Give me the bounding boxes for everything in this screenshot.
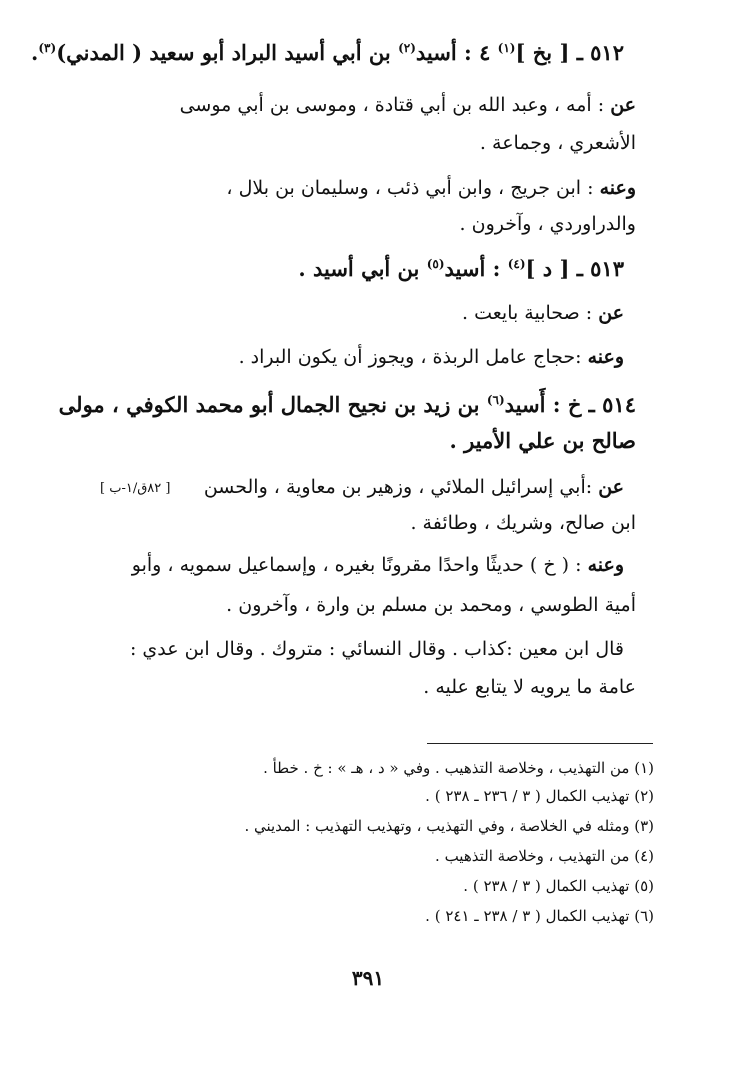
footnote: (٦) تهذيب الكمال ( ٣ / ٢٣٨ ـ ٢٤١ ) .	[425, 907, 654, 925]
body-line: وعنه : ابن جريج ، وابن أبي ذئب ، وسليمان بن بلال ،	[226, 177, 636, 199]
entry-number: ٥١٢	[590, 40, 624, 65]
body-line: عن :أبي إسرائيل الملائي ، وزهير بن معاوية ، والحسن	[203, 476, 624, 498]
page-number: ٣٩١	[351, 966, 385, 990]
entry-512-heading: ٥١٢ ـ [ بخ ]$^{(١)}$ ٤ : أسيد$^{(٢)}$ بن أبي أسيد البراد أبو سعيد ( المدني)$^{(٣)}$.	[31, 40, 624, 65]
entry-514-heading-cont: صالح بن علي الأمير .	[449, 428, 636, 453]
entry-number: ٥١٣	[590, 256, 624, 281]
body-line: ابن صالح، وشريك ، وطائفة .	[410, 512, 636, 534]
footnote: (٢) تهذيب الكمال ( ٣ / ٢٣٦ ـ ٢٣٨ ) .	[425, 787, 654, 805]
body-line: عن : أمه ، وعبد الله بن أبي قتادة ، وموسى بن أبي موسى	[179, 94, 636, 116]
body-line: عن : صحابية بايعت .	[462, 302, 624, 324]
body-line: عامة ما يرويه لا يتابع عليه .	[423, 676, 636, 698]
body-line: أمية الطوسي ، ومحمد بن مسلم بن وارة ، وآخرون .	[226, 594, 636, 616]
body-line: الأشعري ، وجماعة .	[479, 132, 636, 154]
footnote-ref: (٢)	[398, 41, 416, 55]
body-line: وعنه : ( خ ) حديثًا واحدًا مقرونًا بغيره ، وإسماعيل سمويه ، وأبو	[131, 554, 624, 576]
footnote: (٤) من التهذيب ، وخلاصة التذهيب .	[435, 847, 654, 865]
manuscript-folio-ref: [ ٨٢ق/١-ب ]	[100, 481, 171, 496]
footnote-ref: (٤)	[507, 257, 526, 271]
footnote: (٣) ومثله في الخلاصة ، وفي التهذيب ، وتهذيب التهذيب : المديني .	[244, 817, 654, 835]
footnote-ref: (٥)	[426, 257, 445, 271]
footnote: (١) من التهذيب ، وخلاصة التذهيب . وفي « د ، هـ » : خ . خطأ .	[263, 759, 654, 777]
footnote-ref: (١)	[497, 41, 516, 55]
entry-513-heading: ٥١٣ ـ [ د ]$^{(٤)}$ : أسيد$^{(٥)}$ بن أبي أسيد .	[298, 256, 624, 281]
body-line: وعنه :حجاج عامل الربذة ، ويجوز أن يكون البراد .	[238, 346, 624, 368]
entry-number: ٥١٤	[602, 392, 636, 417]
footnote: (٥) تهذيب الكمال ( ٣ / ٢٣٨ ) .	[463, 877, 654, 895]
entry-514-heading: ٥١٤ ـ خ : أَسيد$^{(٦)}$ بن زيد بن نجيح الجمال أبو محمد الكوفي ، مولى	[58, 392, 636, 417]
body-line: والدراوردي ، وآخرون .	[459, 213, 636, 235]
footnote-separator	[427, 743, 653, 744]
footnote-ref: (٣)	[38, 41, 57, 55]
body-line: قال ابن معين :كذاب . وقال النسائي : متروك . وقال ابن عدي :	[129, 638, 624, 660]
footnote-ref: (٦)	[486, 393, 505, 407]
